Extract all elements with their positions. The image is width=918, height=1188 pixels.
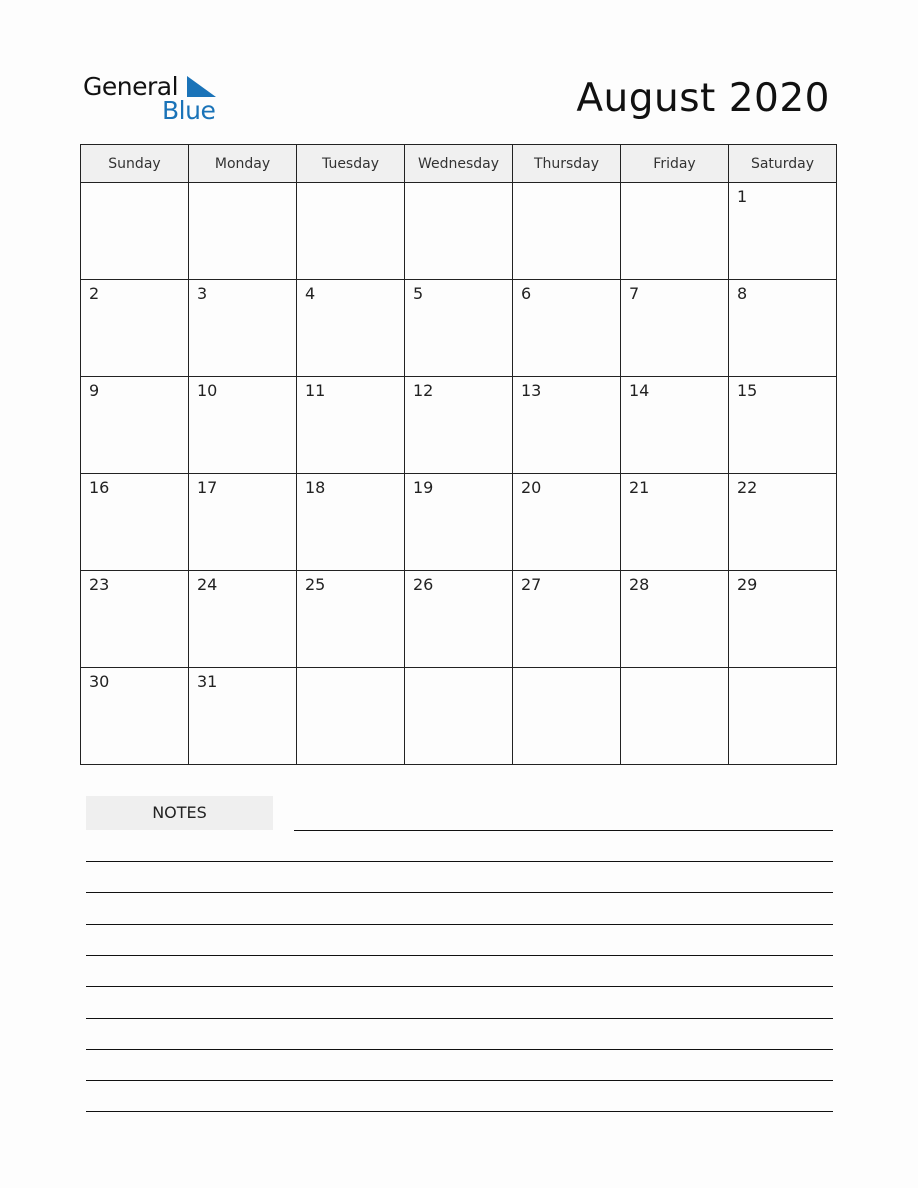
day-number	[189, 183, 296, 187]
day-cell[interactable]	[621, 571, 729, 668]
day-cell[interactable]	[189, 668, 297, 765]
day-number: 25	[305, 575, 326, 594]
day-number: 28	[629, 575, 650, 594]
day-number: 20	[521, 478, 542, 497]
day-number	[513, 668, 620, 672]
day-cell[interactable]	[81, 183, 189, 280]
day-number: 14	[629, 381, 650, 400]
day-cell[interactable]	[513, 280, 621, 377]
weekday-header: Thursday	[513, 145, 621, 183]
day-cell[interactable]	[297, 183, 405, 280]
day-cell[interactable]	[81, 377, 189, 474]
calendar-grid	[80, 144, 837, 765]
week-row	[81, 571, 837, 668]
day-cell[interactable]	[513, 377, 621, 474]
day-cell[interactable]	[405, 183, 513, 280]
day-number: 18	[305, 478, 326, 497]
notes-label: NOTES	[86, 796, 273, 830]
day-number	[621, 668, 728, 672]
day-cell[interactable]	[513, 183, 621, 280]
day-number: 19	[413, 478, 434, 497]
day-number: 26	[413, 575, 434, 594]
day-cell[interactable]	[621, 377, 729, 474]
day-cell[interactable]	[729, 668, 837, 765]
notes-line[interactable]	[86, 924, 833, 925]
notes-line[interactable]	[86, 1018, 833, 1019]
day-number: 27	[521, 575, 542, 594]
day-number: 9	[89, 381, 100, 400]
day-number	[405, 668, 512, 672]
day-number: 21	[629, 478, 650, 497]
weekday-header-row	[81, 145, 837, 183]
day-number: 24	[197, 575, 218, 594]
day-cell[interactable]	[81, 668, 189, 765]
day-cell[interactable]	[297, 474, 405, 571]
day-cell[interactable]	[621, 668, 729, 765]
day-cell[interactable]	[513, 668, 621, 765]
day-cell[interactable]	[405, 668, 513, 765]
notes-line[interactable]	[86, 1049, 833, 1050]
day-cell[interactable]	[297, 377, 405, 474]
day-number: 7	[629, 284, 640, 303]
day-number: 3	[197, 284, 208, 303]
weekday-header: Tuesday	[297, 145, 405, 183]
day-cell[interactable]	[513, 571, 621, 668]
day-number: 30	[89, 672, 110, 691]
logo-triangle-icon	[187, 76, 216, 97]
day-cell[interactable]	[81, 571, 189, 668]
notes-line[interactable]	[86, 955, 833, 956]
day-cell[interactable]	[297, 668, 405, 765]
day-cell[interactable]	[81, 474, 189, 571]
day-cell[interactable]	[297, 571, 405, 668]
day-number: 6	[521, 284, 532, 303]
day-number: 31	[197, 672, 218, 691]
day-cell[interactable]	[189, 183, 297, 280]
day-cell[interactable]	[621, 280, 729, 377]
logo-word-blue: Blue	[162, 96, 216, 125]
day-cell[interactable]	[729, 377, 837, 474]
day-cell[interactable]	[513, 474, 621, 571]
day-cell[interactable]	[729, 183, 837, 280]
day-cell[interactable]	[189, 571, 297, 668]
day-number: 16	[89, 478, 110, 497]
day-number: 10	[197, 381, 218, 400]
notes-line[interactable]	[86, 1080, 833, 1081]
day-number: 17	[197, 478, 218, 497]
weekday-header: Saturday	[729, 145, 837, 183]
day-cell[interactable]	[729, 474, 837, 571]
weekday-header: Monday	[189, 145, 297, 183]
day-cell[interactable]	[729, 280, 837, 377]
day-cell[interactable]	[405, 377, 513, 474]
day-number: 22	[737, 478, 758, 497]
day-number	[513, 183, 620, 187]
day-number: 11	[305, 381, 326, 400]
day-cell[interactable]	[405, 280, 513, 377]
day-number: 4	[305, 284, 316, 303]
weekday-header: Sunday	[81, 145, 189, 183]
day-cell[interactable]	[189, 377, 297, 474]
day-number	[297, 668, 404, 672]
notes-line[interactable]	[294, 830, 833, 831]
notes-line[interactable]	[86, 892, 833, 893]
day-number: 2	[89, 284, 100, 303]
week-row	[81, 474, 837, 571]
day-number	[405, 183, 512, 187]
day-number: 29	[737, 575, 758, 594]
notes-line[interactable]	[86, 1111, 833, 1112]
notes-line[interactable]	[86, 861, 833, 862]
day-cell[interactable]	[405, 571, 513, 668]
day-number: 15	[737, 381, 758, 400]
logo-word-general: General	[83, 72, 179, 101]
day-number	[729, 668, 836, 672]
weekday-header: Friday	[621, 145, 729, 183]
day-cell[interactable]	[729, 571, 837, 668]
day-cell[interactable]	[297, 280, 405, 377]
day-cell[interactable]	[189, 474, 297, 571]
day-number: 23	[89, 575, 110, 594]
day-number: 12	[413, 381, 434, 400]
day-number: 8	[737, 284, 748, 303]
notes-line[interactable]	[86, 986, 833, 987]
week-row	[81, 668, 837, 765]
day-number	[81, 183, 188, 187]
day-number: 5	[413, 284, 424, 303]
day-cell[interactable]	[405, 474, 513, 571]
day-number: 1	[737, 187, 748, 206]
day-cell[interactable]	[621, 474, 729, 571]
week-row	[81, 280, 837, 377]
day-cell[interactable]	[81, 280, 189, 377]
page-title: August 2020	[576, 76, 830, 121]
day-cell[interactable]	[189, 280, 297, 377]
weekday-header: Wednesday	[405, 145, 513, 183]
week-row	[81, 377, 837, 474]
week-row	[81, 183, 837, 280]
day-number	[621, 183, 728, 187]
day-number	[297, 183, 404, 187]
day-number: 13	[521, 381, 542, 400]
day-cell[interactable]	[621, 183, 729, 280]
brand-logo	[83, 72, 223, 127]
